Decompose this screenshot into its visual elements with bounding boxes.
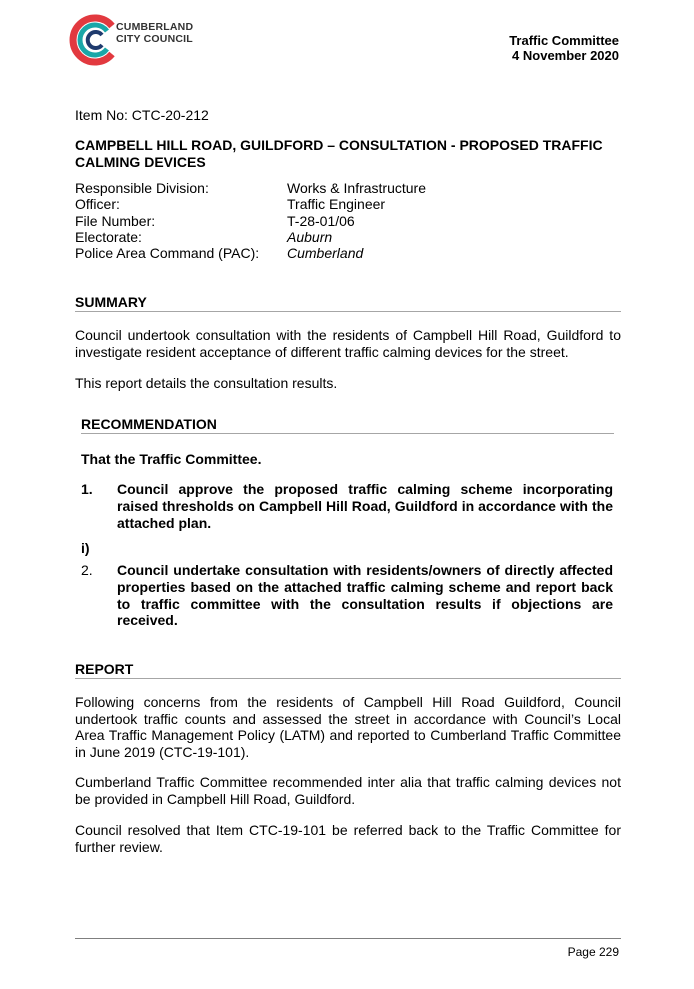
recommendation-intro: That the Traffic Committee. bbox=[81, 451, 262, 467]
detail-label: Police Area Command (PAC): bbox=[75, 245, 260, 262]
detail-row bbox=[75, 180, 426, 196]
recommendation-number: 1. bbox=[81, 481, 93, 497]
detail-value: Cumberland bbox=[287, 245, 364, 262]
detail-label: Electorate: bbox=[75, 228, 142, 245]
summary-paragraph: This report details the consultation results. bbox=[75, 375, 338, 391]
summary-rule bbox=[75, 311, 621, 312]
detail-value: Works & Infrastructure bbox=[287, 180, 427, 196]
report-heading: REPORT bbox=[75, 661, 134, 677]
detail-label: Responsible Division: bbox=[75, 180, 209, 196]
meeting-date: 4 November 2020 bbox=[512, 48, 619, 63]
recommendation-item bbox=[81, 562, 613, 629]
stray-list-marker: i) bbox=[81, 540, 90, 556]
logo-line-1: CUMBERLAND bbox=[116, 21, 194, 33]
recommendation-item bbox=[81, 481, 613, 531]
council-logo-icon bbox=[68, 14, 120, 66]
detail-value: T-28-01/06 bbox=[287, 212, 355, 229]
report-paragraph: Council resolved that Item CTC-19-101 be referred back to the Traffic Committee for further review. bbox=[75, 822, 621, 855]
report-paragraph: Following concerns from the residents of Campbell Hill Road Guildford, Council undertook traffic counts and assessed the street in accordance with Council’s Local Area Traffic Management Policy (LATM) and reported to Cumberland Traffic Committee in June 2019 (CTC-19-101). bbox=[75, 694, 621, 760]
report-rule bbox=[75, 678, 621, 679]
item-number: Item No: CTC-20-212 bbox=[75, 107, 209, 123]
detail-value: Traffic Engineer bbox=[287, 196, 386, 213]
committee-name: Traffic Committee bbox=[509, 33, 619, 48]
recommendation-number: 2. bbox=[81, 562, 93, 578]
recommendation-heading: RECOMMENDATION bbox=[81, 416, 217, 432]
recommendation-text: Council undertake consultation with residents/owners of directly affected properties based on the attached traffic calming scheme and report back to traffic committee with the consultation results if objections are received. bbox=[117, 562, 613, 629]
logo-wordmark bbox=[116, 21, 193, 45]
detail-row bbox=[75, 245, 426, 261]
recommendation-text: Council approve the proposed traffic calming scheme incorporating raised thresholds on Campbell Hill Road, Guildford in accordance with the attached plan. bbox=[117, 481, 613, 531]
detail-row bbox=[75, 213, 426, 229]
page-number: Page 229 bbox=[567, 945, 619, 959]
item-title: CAMPBELL HILL ROAD, GUILDFORD – CONSULTATION - PROPOSED TRAFFIC CALMING DEVICES bbox=[75, 137, 603, 170]
logo-line-2: CITY COUNCIL bbox=[116, 33, 193, 45]
report-paragraph: Cumberland Traffic Committee recommended inter alia that traffic calming devices not be provided in Campbell Hill Road, Guildford. bbox=[75, 774, 621, 807]
footer-rule bbox=[75, 938, 621, 939]
detail-value: Auburn bbox=[287, 228, 333, 245]
detail-label: File Number: bbox=[75, 212, 156, 229]
detail-row bbox=[75, 229, 426, 245]
summary-heading: SUMMARY bbox=[75, 294, 147, 310]
recommendation-rule bbox=[81, 433, 614, 434]
detail-label: Officer: bbox=[75, 196, 120, 213]
header-meeting-info bbox=[509, 33, 619, 63]
summary-paragraph: Council undertook consultation with the residents of Campbell Hill Road, Guildford to investigate resident acceptance of different traffic calming devices for the street. bbox=[75, 327, 621, 360]
detail-row bbox=[75, 196, 426, 212]
item-details bbox=[75, 180, 426, 261]
